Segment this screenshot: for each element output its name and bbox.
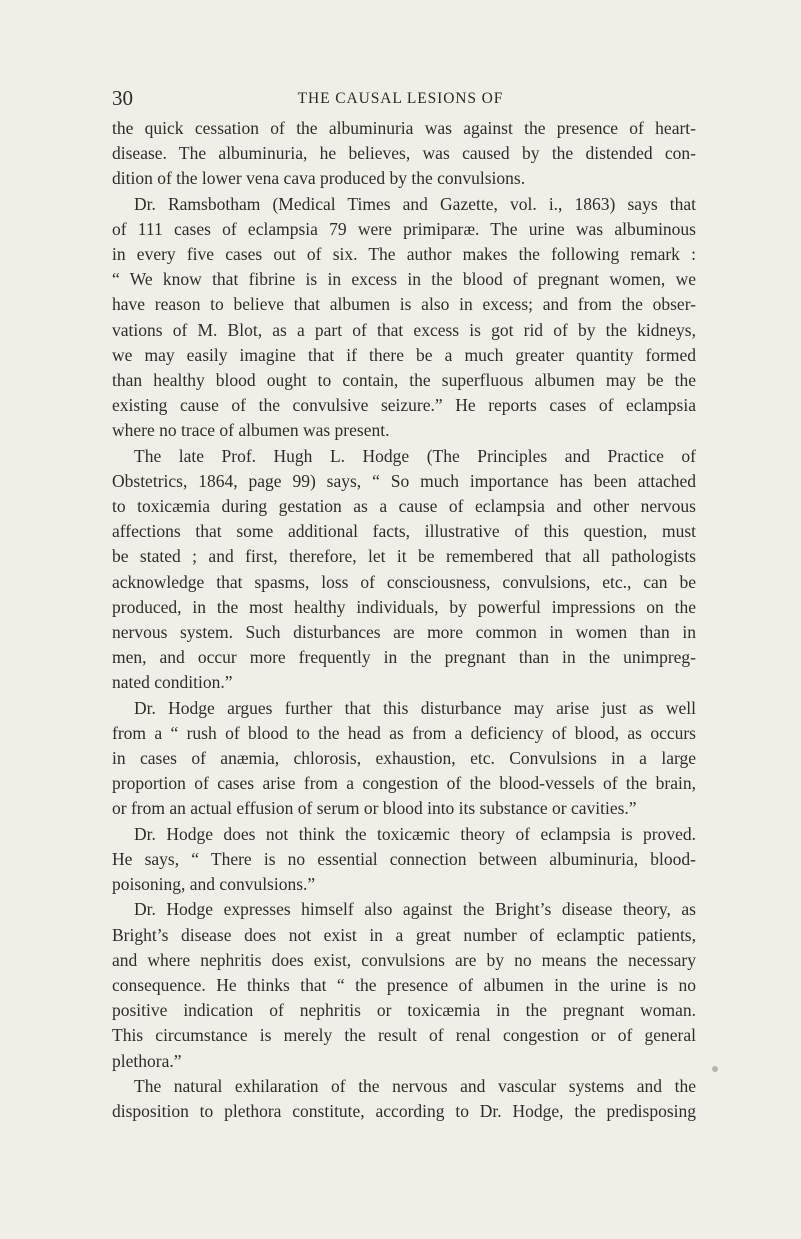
- text-line: Dr. Hodge does not think the toxicæmic theory of eclampsia is proved.: [134, 823, 696, 844]
- text-line: affections that some additional facts, illustrative of this question, must: [112, 521, 696, 542]
- text-line: of 111 cases of eclampsia 79 were primiparæ. The urine was albuminous: [112, 218, 696, 239]
- text-line: nated condition.”: [112, 672, 233, 693]
- text-line: The natural exhilaration of the nervous and vascular systems and the: [134, 1075, 696, 1096]
- text-line: in cases of anæmia, chlorosis, exhaustion, etc. Convulsions in a large: [112, 748, 696, 769]
- text-line: nervous system. Such disturbances are more common in women than in: [112, 622, 696, 643]
- text-line: disease. The albuminuria, he believes, was caused by the distended con-: [112, 143, 696, 164]
- text-line: positive indication of nephritis or toxicæmia in the pregnant woman.: [112, 1000, 696, 1021]
- text-line: Dr. Hodge argues further that this disturbance may arise just as well: [134, 697, 696, 718]
- text-line: have reason to believe that albumen is also in excess; and from the obser-: [112, 294, 696, 315]
- text-line: consequence. He thinks that “ the presence of albumen in the urine is no: [112, 974, 696, 995]
- text-line: Obstetrics, 1864, page 99) says, “ So much importance has been attached: [112, 470, 696, 491]
- text-line: dition of the lower vena cava produced by the convulsions.: [112, 168, 526, 189]
- text-line: He says, “ There is no essential connection between albuminuria, blood-: [112, 848, 696, 869]
- text-line: existing cause of the convulsive seizure.” He reports cases of eclampsia: [112, 395, 696, 416]
- page-number: 30: [112, 86, 133, 110]
- running-head: THE CAUSAL LESIONS OF: [297, 90, 504, 107]
- text-line: produced, in the most healthy individuals, by powerful impressions on the: [112, 596, 696, 617]
- text-line: from a “ rush of blood to the head as from a deficiency of blood, as occurs: [112, 722, 696, 743]
- text-line: to toxicæmia during gestation as a cause of eclampsia and other nervous: [112, 496, 696, 517]
- text-line: Dr. Hodge expresses himself also against the Bright’s disease theory, as: [134, 899, 696, 920]
- text-line: and where nephritis does exist, convulsions are by no means the necessary: [112, 949, 696, 970]
- text-line: in every five cases out of six. The author makes the following remark :: [112, 244, 696, 265]
- text-line: men, and occur more frequently in the pregnant than in the unimpreg-: [112, 647, 696, 668]
- text-line: plethora.”: [112, 1050, 182, 1071]
- text-line: the quick cessation of the albuminuria was against the presence of heart-: [112, 118, 696, 138]
- text-line: proportion of cases arise from a congestion of the blood-vessels of the brain,: [112, 773, 696, 794]
- text-line: be stated ; and first, therefore, let it be remembered that all pathologists: [112, 546, 696, 567]
- text-line: vations of M. Blot, as a part of that excess is got rid of by the kidneys,: [112, 319, 696, 340]
- text-line: or from an actual effusion of serum or blood into its substance or cavities.”: [112, 798, 637, 819]
- text-line: The late Prof. Hugh L. Hodge (The Principles and Practice of: [134, 445, 696, 466]
- page-blemish: [712, 1066, 718, 1072]
- text-line: disposition to plethora constitute, according to Dr. Hodge, the predisposing: [112, 1100, 696, 1121]
- body-text: [112, 116, 696, 1124]
- text-line: poisoning, and convulsions.”: [112, 874, 316, 895]
- text-line: Dr. Ramsbotham (Medical Times and Gazette, vol. i., 1863) says that: [134, 193, 696, 214]
- text-line: This circumstance is merely the result of renal congestion or of general: [112, 1025, 696, 1046]
- text-line: than healthy blood ought to contain, the superfluous albumen may be the: [112, 370, 696, 391]
- text-line: acknowledge that spasms, loss of consciousness, convulsions, etc., can be: [112, 571, 696, 592]
- text-line: “ We know that fibrine is in excess in the blood of pregnant women, we: [112, 269, 696, 290]
- text-line: we may easily imagine that if there be a much greater quantity formed: [112, 344, 696, 365]
- text-line: where no trace of albumen was present.: [112, 420, 390, 441]
- text-line: Bright’s disease does not exist in a great number of eclamptic patients,: [112, 924, 696, 945]
